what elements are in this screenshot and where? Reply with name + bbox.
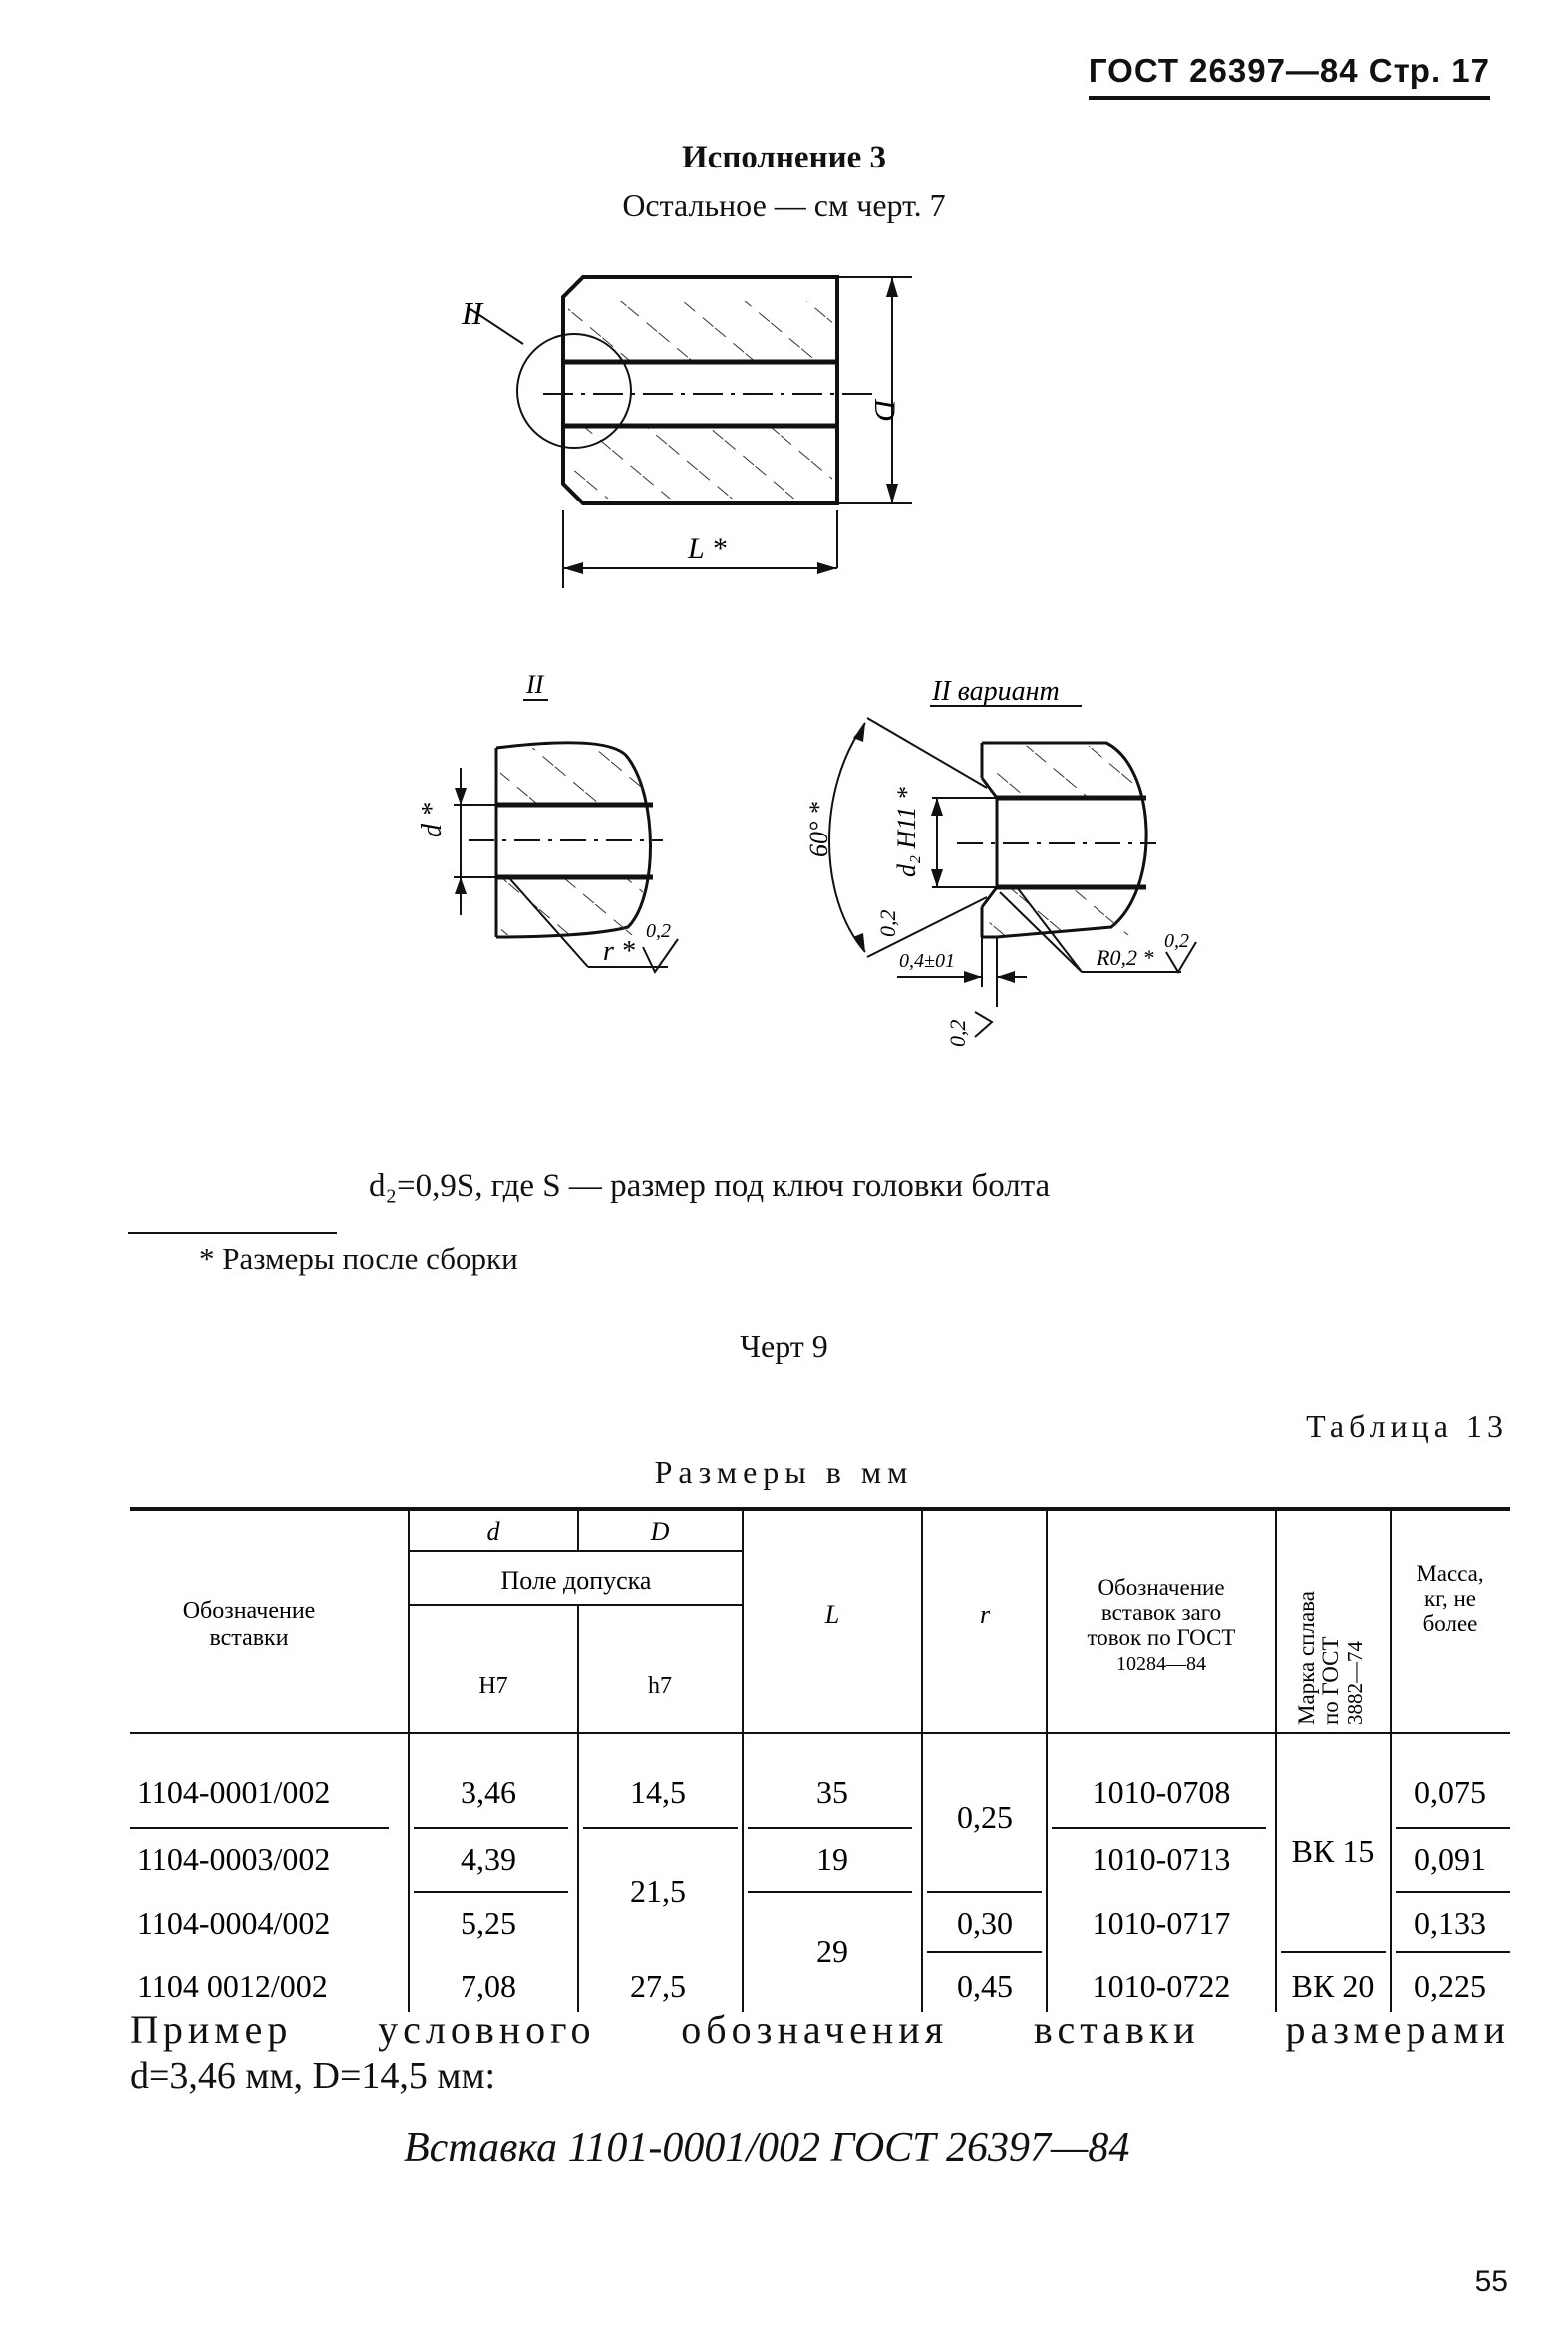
row3-mass: 0,133	[1414, 1905, 1486, 1941]
label-r: r *	[603, 936, 635, 967]
label-II: II	[462, 295, 483, 331]
row1-designation: 1104-0001/002	[137, 1774, 331, 1810]
label-04: 0,4±01	[899, 950, 955, 972]
row4-d: 7,08	[461, 1968, 516, 2004]
row2-blank: 1010-0713	[1092, 1841, 1231, 1877]
row4-mass: 0,225	[1414, 1968, 1486, 2004]
footnote: * Размеры после сборки	[199, 1241, 518, 1276]
row2-designation: 1104-0003/002	[137, 1841, 331, 1877]
header-alloy-3: 3882—74	[1343, 1641, 1367, 1725]
table-title: Таблица 13	[1306, 1408, 1508, 1444]
header-designation-1: Обозначение	[182, 1598, 316, 1624]
row3-L: 29	[816, 1933, 848, 1969]
row3-designation: 1104-0004/002	[137, 1905, 331, 1941]
footnote-divider	[128, 1232, 337, 1234]
header-alloy-1: Марка сплава	[1294, 1591, 1319, 1725]
row4-designation: 1104 0012/002	[137, 1968, 328, 2004]
row3-blank: 1010-0717	[1092, 1905, 1231, 1941]
header-designation-2: вставки	[209, 1625, 289, 1651]
label-D: D	[868, 399, 901, 421]
row3-d: 5,25	[461, 1905, 516, 1941]
page-header: ГОСТ 26397—84 Стр. 17	[1089, 52, 1490, 100]
page-number: 55	[1474, 2265, 1508, 2298]
example-line-2: d=3,46 мм, D=14,5 мм:	[130, 2055, 496, 2097]
technical-drawing	[0, 249, 1568, 1147]
detail-II-variant-view	[829, 718, 1196, 1037]
header-blank-4: 10284—84	[1116, 1653, 1206, 1675]
table-units: Размеры в мм	[654, 1454, 914, 1490]
label-02a: 0,2	[875, 909, 900, 937]
label-d: d *	[417, 803, 448, 837]
row1-r: 0,25	[957, 1799, 1013, 1835]
row4-r: 0,45	[957, 1968, 1013, 2004]
row2-L: 19	[816, 1841, 848, 1877]
dimensions-table	[0, 1494, 1568, 2012]
header-mass-3: более	[1422, 1611, 1478, 1636]
row1-d: 3,46	[461, 1774, 516, 1810]
row3-r: 0,30	[957, 1905, 1013, 1941]
formula-text: d₂=0,9S, где S — размер под ключ головки болта	[369, 1168, 1051, 1204]
row2-d: 4,39	[461, 1841, 516, 1877]
header-H7: H7	[478, 1673, 508, 1699]
label-angle: 60° *	[804, 802, 833, 857]
label-II-detail: II	[526, 670, 544, 699]
section-subtitle: Остальное — см черт. 7	[622, 187, 946, 223]
row4-D: 27,5	[630, 1968, 686, 2004]
detail-II-view	[454, 743, 678, 972]
header-L: L	[824, 1600, 840, 1629]
label-L: L *	[688, 532, 727, 565]
row1-mass: 0,075	[1414, 1774, 1486, 1810]
header-blank-2: вставок заго	[1100, 1600, 1222, 1625]
header-r: r	[979, 1600, 991, 1629]
row1-D: 14,5	[630, 1774, 686, 1810]
header-blank-1: Обозначение	[1098, 1575, 1225, 1600]
row4-blank: 1010-0722	[1092, 1968, 1231, 2004]
alloy-vk15: ВК 15	[1291, 1834, 1375, 1869]
alloy-vk20: ВК 20	[1291, 1968, 1375, 2004]
figure-caption: Черт 9	[740, 1328, 828, 1364]
row1-L: 35	[816, 1774, 848, 1810]
label-R02: R0,2 *	[1097, 945, 1154, 970]
label-R02-rough: 0,2	[1164, 930, 1189, 952]
row2-mass: 0,091	[1414, 1841, 1486, 1877]
row1-blank: 1010-0708	[1092, 1774, 1231, 1810]
header-h7: h7	[648, 1673, 672, 1699]
header-mass-1: Масса,	[1416, 1561, 1484, 1586]
section-title: Исполнение 3	[682, 140, 886, 175]
example-line-1: Пример условного обозначения вставки размерами	[130, 2007, 1510, 2052]
example-designation: Вставка 1101-0001/002 ГОСТ 26397—84	[404, 2125, 1130, 2170]
header-blank-3: товок по ГОСТ	[1087, 1625, 1236, 1650]
row2-D: 21,5	[630, 1873, 686, 1909]
header-tolerance: Поле допуска	[500, 1566, 652, 1595]
label-02b: 0,2	[945, 1019, 970, 1047]
header-D: D	[650, 1517, 670, 1546]
header-d: d	[486, 1517, 500, 1546]
label-d2: d₂ H11 *	[892, 787, 921, 877]
label-r-rough: 0,2	[646, 920, 671, 942]
label-II-variant: II вариант	[932, 676, 1060, 707]
header-alloy-2: по ГОСТ	[1318, 1636, 1343, 1725]
header-mass-2: кг, не	[1423, 1586, 1477, 1611]
